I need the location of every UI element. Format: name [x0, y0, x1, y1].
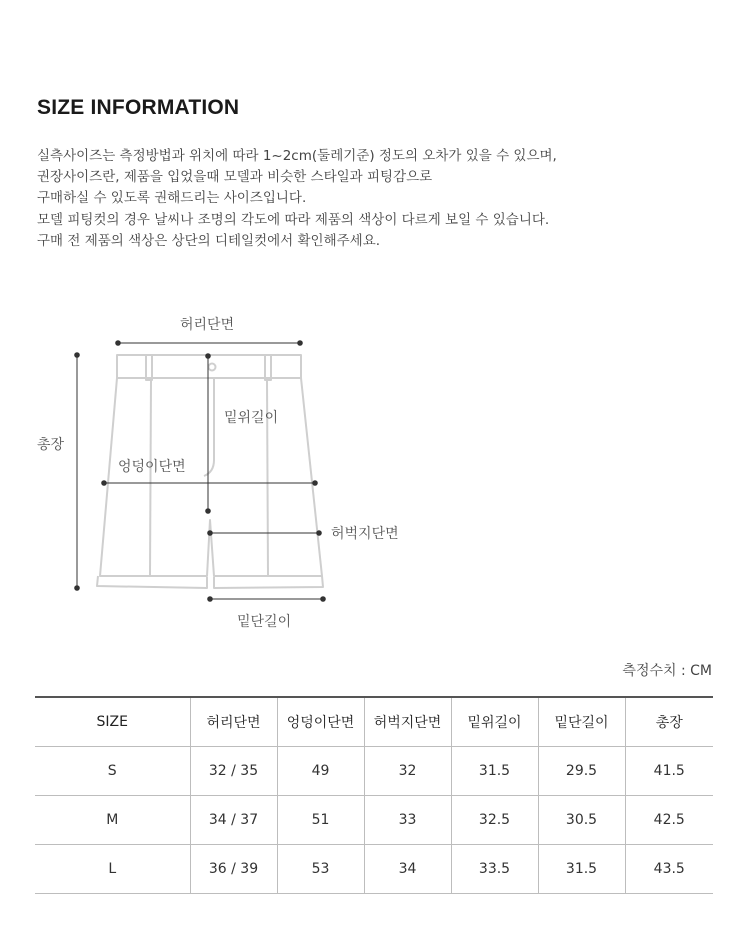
- length-label: 총장: [37, 437, 65, 453]
- unit-label: 측정수치 : CM: [622, 663, 712, 679]
- cell-waist: 36 / 39: [190, 845, 277, 894]
- waist-label: 허리단면: [180, 317, 235, 333]
- description-line: 모델 피팅컷의 경우 날씨나 조명의 각도에 따라 제품의 색상이 다르게 보일 수 있습니다.: [37, 211, 550, 228]
- cell-hem: 31.5: [538, 845, 625, 894]
- cell-hip: 51: [277, 796, 364, 845]
- header-thigh: 허벅지단면: [364, 697, 451, 747]
- table-row: [35, 845, 713, 894]
- hip-label: 엉덩이단면: [118, 459, 186, 475]
- shorts-body-outline: [100, 378, 322, 576]
- table-header-row: [35, 697, 713, 747]
- page-title: SIZE INFORMATION: [37, 96, 240, 119]
- cell-thigh: 33: [364, 796, 451, 845]
- cuff-right: [214, 576, 323, 588]
- size-table: [35, 696, 713, 894]
- cell-waist: 34 / 37: [190, 796, 277, 845]
- shorts-illustration: [0, 300, 750, 640]
- cell-thigh: 32: [364, 747, 451, 796]
- cell-length: 42.5: [625, 796, 713, 845]
- cell-size: M: [35, 796, 190, 845]
- cell-waist: 32 / 35: [190, 747, 277, 796]
- description-line: 실측사이즈는 측정방법과 위치에 따라 1~2cm(둘레기준) 정도의 오차가 있을 수 있으며,: [37, 148, 557, 164]
- rise-label: 밑위길이: [224, 410, 279, 426]
- header-rise: 밑위길이: [451, 697, 538, 747]
- table-row: [35, 747, 713, 796]
- hem-label: 밑단길이: [237, 614, 292, 630]
- description-line: 구매 전 제품의 색상은 상단의 디테일컷에서 확인해주세요.: [37, 232, 381, 249]
- header-size: SIZE: [35, 697, 190, 747]
- cell-rise: 33.5: [451, 845, 538, 894]
- belt-loop-right: [265, 355, 271, 380]
- waist-button: [209, 364, 216, 371]
- cell-length: 43.5: [625, 845, 713, 894]
- description-line: 구매하실 수 있도록 권해드리는 사이즈입니다.: [37, 190, 307, 207]
- belt-loop-left: [146, 355, 152, 380]
- cell-hip: 49: [277, 747, 364, 796]
- cell-size: L: [35, 845, 190, 894]
- cell-size: S: [35, 747, 190, 796]
- cell-hem: 29.5: [538, 747, 625, 796]
- shorts-measurement-diagram: [0, 300, 750, 640]
- cell-length: 41.5: [625, 747, 713, 796]
- cell-thigh: 34: [364, 845, 451, 894]
- cell-hem: 30.5: [538, 796, 625, 845]
- header-hem: 밑단길이: [538, 697, 625, 747]
- header-length: 총장: [625, 697, 713, 747]
- thigh-label: 허벅지단면: [331, 526, 399, 542]
- pleat-left: [150, 380, 151, 576]
- description-line: 권장사이즈란, 제품을 입었을때 모델과 비슷한 스타일과 피팅감으로: [37, 169, 433, 186]
- table-row: [35, 796, 713, 845]
- cuff-left: [97, 576, 207, 588]
- fly-stitch: [204, 378, 214, 476]
- header-waist: 허리단면: [190, 697, 277, 747]
- cell-rise: 31.5: [451, 747, 538, 796]
- cell-hip: 53: [277, 845, 364, 894]
- header-hip: 엉덩이단면: [277, 697, 364, 747]
- size-description: [37, 146, 717, 252]
- cell-rise: 32.5: [451, 796, 538, 845]
